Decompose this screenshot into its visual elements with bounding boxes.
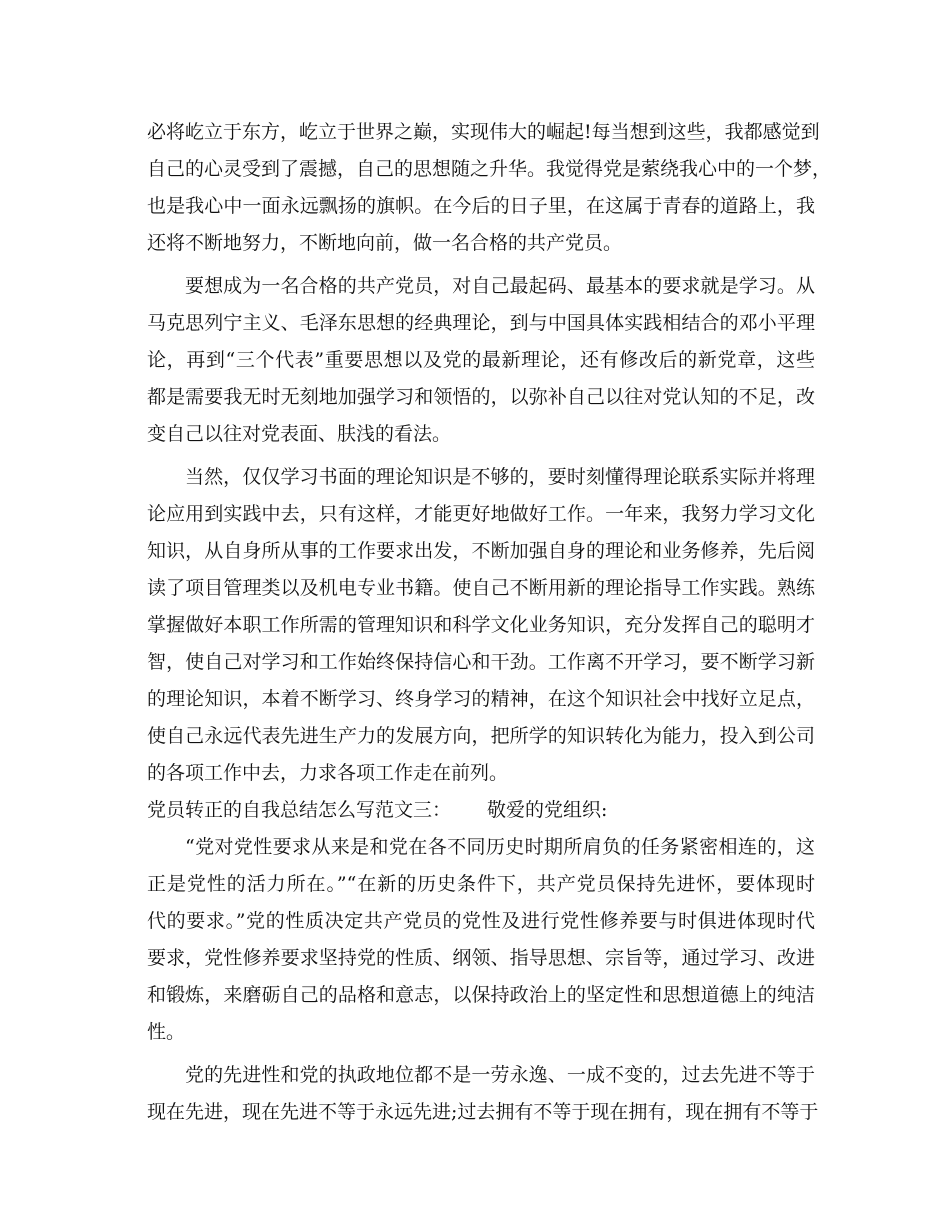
text-line: 也是我心中一面永远飘扬的旗帜。在今后的日子里，在这属于青春的道路上，我 xyxy=(147,195,815,217)
paragraph xyxy=(147,1057,819,1131)
text-line: 知识，从自身所从事的工作要求出发，不断加强自身的理论和业务修养，先后阅 xyxy=(147,540,815,562)
text-line: 读了项目管理类以及机电专业书籍。使自己不断用新的理论指导工作实践。熟练 xyxy=(147,577,815,599)
text-line: 要想成为一名合格的共产党员，对自己最起码、最基本的要求就是学习。从 xyxy=(185,275,815,297)
text-line: 性。 xyxy=(147,1021,186,1043)
text-line: 论应用到实践中去，只有这样，才能更好地做好工作。一年来，我努力学习文化 xyxy=(147,503,815,525)
text-line: 现在先进，现在先进不等于永远先进;过去拥有不等于现在拥有，现在拥有不等于 xyxy=(147,1101,819,1123)
paragraph xyxy=(147,268,815,453)
salutation: 敬爱的党组织: xyxy=(487,799,608,821)
text-line: 还将不断地努力，不断地向前，做一名合格的共产党员。 xyxy=(147,232,623,254)
document-body xyxy=(147,114,832,1131)
text-line: “党对党性要求从来是和党在各不同历史时期所肩负的任务紧密相连的，这 xyxy=(185,836,815,858)
text-line: 使自己永远代表先进生产力的发展方向，把所学的知识转化为能力，投入到公司 xyxy=(147,725,815,747)
text-line: 都是需要我无时无刻地加强学习和领悟的，以弥补自己以往对党认知的不足，改 xyxy=(147,386,815,408)
paragraph xyxy=(147,114,832,262)
text-line: 智，使自己对学习和工作始终保持信心和干劲。工作离不开学习，要不断学习新 xyxy=(147,651,815,673)
text-line: 正是党性的活力所在。”“在新的历史条件下，共产党员保持先进怀，要体现时 xyxy=(147,873,815,895)
text-line: 的理论知识，本着不断学习、终身学习的精神，在这个知识社会中找好立足点， xyxy=(147,688,815,710)
text-line: 和锻炼，来磨砺自己的品格和意志，以保持政治上的坚定性和思想道德上的纯洁 xyxy=(147,984,815,1006)
text-line: 自己的心灵受到了震撼，自己的思想随之升华。我觉得党是萦绕我心中的一个梦， xyxy=(147,158,832,180)
paragraph xyxy=(147,829,815,1051)
section-title: 党员转正的自我总结怎么写范文三： xyxy=(147,799,452,821)
text-line: 的各项工作中去，力求各项工作走在前列。 xyxy=(147,762,509,784)
text-line: 党的先进性和党的执政地位都不是一劳永逸、一成不变的，过去先进不等于 xyxy=(185,1064,815,1086)
text-line: 代的要求。”党的性质决定共产党员的党性及进行党性修养要与时俱进体现时代 xyxy=(147,910,815,932)
text-line: 当然，仅仅学习书面的理论知识是不够的，要时刻懂得理论联系实际并将理 xyxy=(185,466,815,488)
text-line: 要求，党性修养要求坚持党的性质、纲领、指导思想、宗旨等，通过学习、改进 xyxy=(147,947,815,969)
paragraph xyxy=(147,459,815,792)
text-line: 马克思列宁主义、毛泽东思想的经典理论，到与中国具体实践相结合的邓小平理 xyxy=(147,312,815,334)
section-heading xyxy=(147,792,815,829)
text-line: 必将屹立于东方，屹立于世界之巅，实现伟大的崛起!每当想到这些，我都感觉到 xyxy=(147,121,820,143)
text-line: 变自己以往对党表面、肤浅的看法。 xyxy=(147,423,452,445)
text-line: 掌握做好本职工作所需的管理知识和科学文化业务知识，充分发挥自己的聪明才 xyxy=(147,614,815,636)
text-line: 论，再到“三个代表”重要思想以及党的最新理论，还有修改后的新党章，这些 xyxy=(147,349,815,371)
